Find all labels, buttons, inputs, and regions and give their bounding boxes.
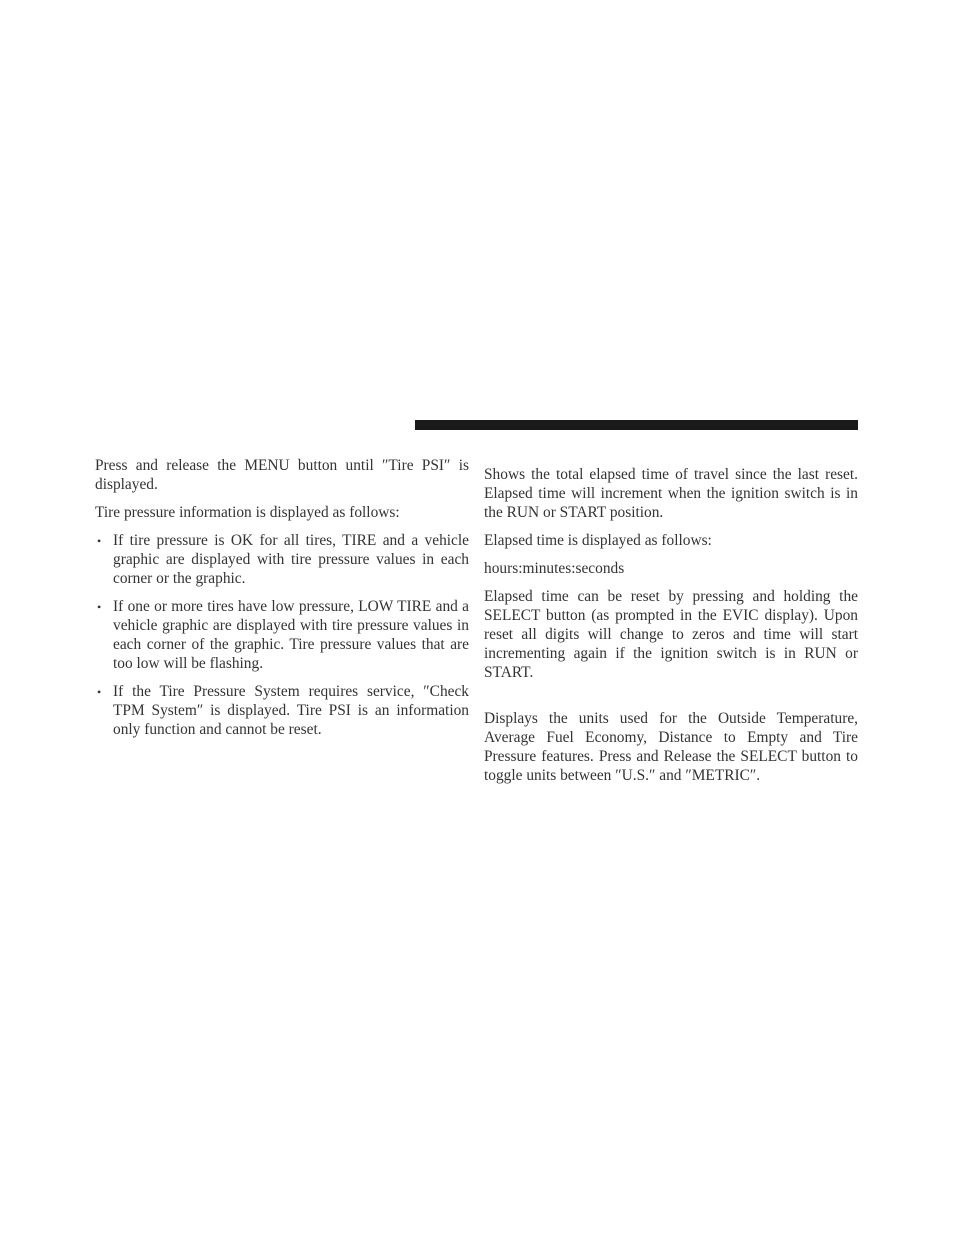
tire-psi-intro: Press and release the MENU button until ″Tire PSI″ is displayed. <box>95 457 469 493</box>
right-column <box>484 466 858 795</box>
bullet-icon: • <box>97 600 102 615</box>
elapsed-reset-description: Elapsed time can be reset by pressing and holding the SELECT button (as prompted in the EVIC display). Upon reset all digits will change to zeros and time will start incrementing again if the ignition switch is in RUN or START. <box>484 588 858 681</box>
list-item <box>95 532 469 588</box>
elapsed-format: hours:minutes:seconds <box>484 560 625 578</box>
bullet-icon: • <box>97 534 102 549</box>
list-item-text: If tire pressure is OK for all tires, TIRE and a vehicle graphic are displayed with tire pressure values in each corner or the graphic. <box>113 532 469 587</box>
list-item <box>95 598 469 673</box>
bullet-icon: • <box>97 684 102 699</box>
tire-info-heading: Tire pressure information is displayed as follows: <box>95 504 400 522</box>
list-item-text: If the Tire Pressure System requires service, ″Check TPM System″ is displayed. Tire PSI is an information only function and cannot be reset. <box>113 682 469 738</box>
list-item-text: If one or more tires have low pressure, LOW TIRE and a vehicle graphic are displayed with tire pressure values in each corner of the graphic. Tire pressure values that are too low will be flashing. <box>113 598 469 672</box>
elapsed-time-description: Shows the total elapsed time of travel since the last reset. Elapsed time will increment when the ignition switch is in the RUN or START position. <box>484 466 858 521</box>
tire-status-list <box>95 532 469 739</box>
elapsed-format-intro: Elapsed time is displayed as follows: <box>484 531 712 549</box>
section-header-bar <box>415 420 858 430</box>
list-item <box>95 683 469 739</box>
units-description: Displays the units used for the Outside Temperature, Average Fuel Economy, Distance to Empty and Tire Pressure features. Press and Release the SELECT button to toggle units between ″U.S.″ and ″METRIC″. <box>484 710 858 784</box>
left-column <box>95 457 469 749</box>
